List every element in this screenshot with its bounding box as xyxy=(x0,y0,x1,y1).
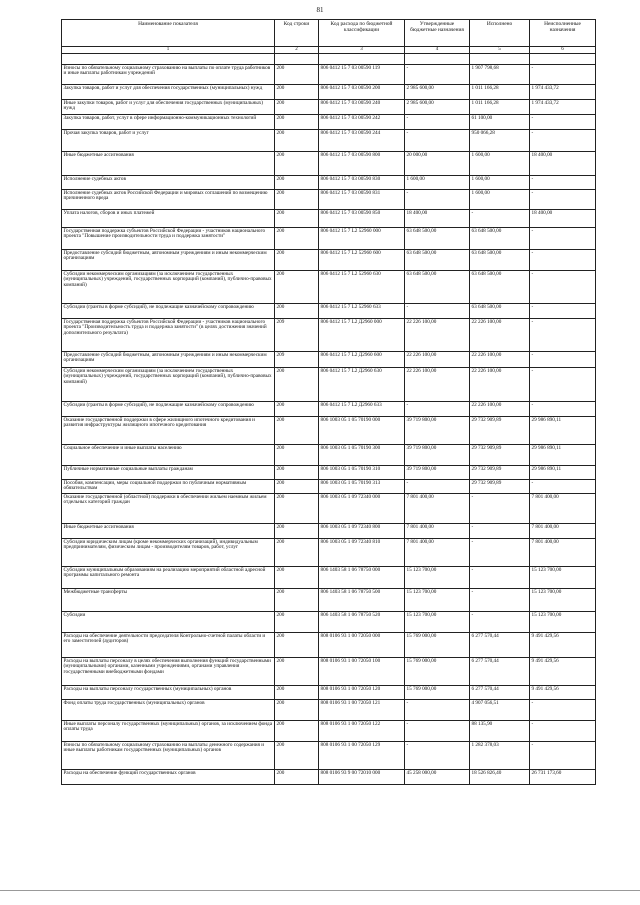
table-row xyxy=(62,700,596,721)
row-unexecuted-cell: - xyxy=(530,402,596,417)
row-executed-cell: 22 226 100,00 xyxy=(470,319,530,352)
row-line-code-cell: 200 xyxy=(275,228,319,250)
footer-divider xyxy=(0,890,640,891)
budget-execution-table xyxy=(61,19,596,785)
table-row xyxy=(62,190,596,210)
row-budget-code-cell: 806 1003 05 1 05 70190 300 xyxy=(319,445,405,466)
row-unexecuted-cell: 1 974 433,72 xyxy=(530,85,596,100)
table-row xyxy=(62,65,596,85)
row-executed-cell: - xyxy=(470,567,530,589)
row-approved-cell: 63 648 500,00 xyxy=(405,228,470,250)
row-budget-code-cell: 806 0412 15 7 03 00590 242 xyxy=(319,115,405,130)
row-executed-cell: 1 600,00 xyxy=(470,152,530,176)
row-unexecuted-cell: - xyxy=(530,742,596,770)
row-name-cell: Государственная поддержка субъектов Российской Федерации - участников национального проекта "Повышение производительности труда и поддержка занятости" xyxy=(62,228,275,250)
row-executed-cell: 22 226 100,00 xyxy=(470,352,530,368)
row-unexecuted-cell: 1 974 433,72 xyxy=(530,100,596,115)
column-number: 6 xyxy=(530,47,596,54)
header-line-code: Код строки xyxy=(275,20,319,47)
row-approved-cell: - xyxy=(405,304,470,319)
row-name-cell: Иные закупки товаров, работ и услуг для обеспечения государственных (муниципальных) нужд xyxy=(62,100,275,115)
row-line-code-cell: 200 xyxy=(275,612,319,633)
table-row xyxy=(62,742,596,770)
row-approved-cell: 15 769 000,00 xyxy=(405,658,470,686)
row-name-cell: Иные бюджетные ассигнования xyxy=(62,524,275,539)
row-unexecuted-cell: - xyxy=(530,368,596,402)
row-line-code-cell: 200 xyxy=(275,368,319,402)
row-name-cell: Субсидии (гранты в форме субсидий), не подлежащие казначейскому сопровождению xyxy=(62,304,275,319)
page-number: 81 xyxy=(316,6,324,14)
row-unexecuted-cell: - xyxy=(530,304,596,319)
row-executed-cell: - xyxy=(470,589,530,612)
table-row xyxy=(62,445,596,466)
table-row xyxy=(62,271,596,304)
row-budget-code-cell: 806 1003 05 1 09 72340 000 xyxy=(319,494,405,524)
row-executed-cell: 1 600,00 xyxy=(470,190,530,210)
row-executed-cell: 61 100,00 xyxy=(470,115,530,130)
row-executed-cell: 4 907 056,51 xyxy=(470,700,530,721)
row-name-cell: Субсидии некоммерческим организациям (за исключением государственных (муниципальных) учреждений, государственных корпораций (компаний), публично-правовых компаний) xyxy=(62,271,275,304)
row-unexecuted-cell: - xyxy=(530,319,596,352)
row-name-cell: Закупка товаров, работ, услуг в сфере информационно-коммуникационных технологий xyxy=(62,115,275,130)
row-line-code-cell: 200 xyxy=(275,770,319,785)
row-unexecuted-cell: - xyxy=(530,480,596,494)
row-approved-cell: 39 719 800,00 xyxy=(405,466,470,480)
row-budget-code-cell: 808 0106 93 1 00 72050 129 xyxy=(319,742,405,770)
row-line-code-cell: 200 xyxy=(275,85,319,100)
row-unexecuted-cell: 15 123 700,00 xyxy=(530,567,596,589)
row-approved-cell: 15 769 000,00 xyxy=(405,686,470,700)
row-name-cell: Субсидии (гранты в форме субсидий), не подлежащие казначейскому сопровождению xyxy=(62,402,275,417)
row-name-cell: Иные выплаты персоналу государственных (муниципальных) органов, за исключением фонда оплаты труда xyxy=(62,721,275,742)
row-budget-code-cell: 806 0412 15 7 03 00590 830 xyxy=(319,176,405,190)
row-unexecuted-cell: 26 731 173,60 xyxy=(530,770,596,785)
row-unexecuted-cell: - xyxy=(530,115,596,130)
row-executed-cell: - xyxy=(470,494,530,524)
row-budget-code-cell: 806 0412 15 7 03 00590 240 xyxy=(319,100,405,115)
row-approved-cell: 63 648 500,00 xyxy=(405,250,470,271)
row-line-code-cell: 200 xyxy=(275,633,319,658)
row-approved-cell: 15 123 700,00 xyxy=(405,567,470,589)
table-row xyxy=(62,85,596,100)
table-row xyxy=(62,130,596,152)
table-row xyxy=(62,721,596,742)
row-approved-cell: 22 226 100,00 xyxy=(405,319,470,352)
row-line-code-cell: 209 xyxy=(275,319,319,352)
table-body xyxy=(62,54,596,785)
row-unexecuted-cell: 9 491 429,56 xyxy=(530,633,596,658)
row-executed-cell: 63 648 500,00 xyxy=(470,304,530,319)
row-budget-code-cell: 808 0106 93 9 00 72010 000 xyxy=(319,770,405,785)
row-name-cell: Публичные нормативные социальные выплаты гражданам xyxy=(62,466,275,480)
row-unexecuted-cell: - xyxy=(530,700,596,721)
header-name: Наименование показателя xyxy=(62,20,275,47)
row-approved-cell: 1 600,00 xyxy=(405,176,470,190)
row-executed-cell: 29 732 909,89 xyxy=(470,445,530,466)
row-name-cell: Расходы на обеспечение деятельности председателя Контрольно-счетной палаты области и его заместителей (аудиторов) xyxy=(62,633,275,658)
row-budget-code-cell: 806 0412 15 7 L2 Д2960 630 xyxy=(319,368,405,402)
row-unexecuted-cell: 15 123 700,00 xyxy=(530,589,596,612)
column-number: 3 xyxy=(319,47,405,54)
row-unexecuted-cell: 18 400,00 xyxy=(530,210,596,228)
row-line-code-cell: 200 xyxy=(275,304,319,319)
row-name-cell: Предоставление субсидий бюджетным, автономным учреждениям и иным некоммерческим организациям xyxy=(62,352,275,368)
row-name-cell: Субсидии юридическим лицам (кроме некоммерческих организаций), индивидуальным предпринимателям, физическим лицам - производителям товаров, работ, услуг xyxy=(62,539,275,567)
row-name-cell: Социальное обеспечение и иные выплаты населению xyxy=(62,445,275,466)
header-budget-code: Код расхода по бюджетной классификации xyxy=(319,20,405,47)
row-line-code-cell: 209 xyxy=(275,352,319,368)
row-budget-code-cell: 806 0412 15 7 L2 Д2960 633 xyxy=(319,402,405,417)
header-approved: Утвержденные бюджетные назначения xyxy=(405,20,470,47)
row-executed-cell: 6 277 570,44 xyxy=(470,633,530,658)
row-unexecuted-cell: 29 986 890,11 xyxy=(530,417,596,445)
row-line-code-cell: 200 xyxy=(275,480,319,494)
row-budget-code-cell: 806 0412 15 7 03 00590 850 xyxy=(319,210,405,228)
row-line-code-cell: 200 xyxy=(275,539,319,567)
table-row xyxy=(62,524,596,539)
row-approved-cell: - xyxy=(405,700,470,721)
row-approved-cell: 39 719 800,00 xyxy=(405,417,470,445)
table-row xyxy=(62,352,596,368)
row-name-cell: Расходы на обеспечение функций государственных органов xyxy=(62,770,275,785)
row-budget-code-cell: 806 1003 05 1 05 70190 313 xyxy=(319,480,405,494)
row-budget-code-cell: 808 0106 93 1 00 72050 000 xyxy=(319,633,405,658)
row-approved-cell: - xyxy=(405,402,470,417)
row-budget-code-cell: 808 0106 93 1 00 72050 121 xyxy=(319,700,405,721)
row-executed-cell: 1 011 166,28 xyxy=(470,85,530,100)
row-line-code-cell: 200 xyxy=(275,210,319,228)
column-number: 5 xyxy=(470,47,530,54)
row-approved-cell: 63 648 500,00 xyxy=(405,271,470,304)
table-row xyxy=(62,633,596,658)
row-name-cell: Взносы по обязательному социальному страхованию на выплаты денежного содержания и иные выплаты работникам государственных (муниципальных) органов xyxy=(62,742,275,770)
row-unexecuted-cell: - xyxy=(530,65,596,85)
row-budget-code-cell: 806 0412 15 7 L2 52960 630 xyxy=(319,271,405,304)
row-approved-cell: 15 769 000,00 xyxy=(405,633,470,658)
row-executed-cell: - xyxy=(470,524,530,539)
row-approved-cell: 7 801 400,00 xyxy=(405,494,470,524)
row-budget-code-cell: 806 1003 05 1 05 70190 310 xyxy=(319,466,405,480)
row-executed-cell: - xyxy=(470,612,530,633)
table-row xyxy=(62,176,596,190)
row-name-cell: Пособия, компенсации, меры социальной поддержки по публичным нормативным обязательствам xyxy=(62,480,275,494)
row-name-cell: Исполнение судебных актов xyxy=(62,176,275,190)
row-unexecuted-cell: 29 986 890,11 xyxy=(530,445,596,466)
row-approved-cell: 22 226 100,00 xyxy=(405,368,470,402)
row-budget-code-cell: 806 1403 58 1 06 78750 520 xyxy=(319,612,405,633)
row-approved-cell: 7 801 400,00 xyxy=(405,539,470,567)
row-line-code-cell: 200 xyxy=(275,130,319,152)
row-approved-cell: - xyxy=(405,130,470,152)
row-executed-cell: 63 648 500,00 xyxy=(470,228,530,250)
table-row xyxy=(62,210,596,228)
row-name-cell: Исполнение судебных актов Российской Федерации и мировых соглашений по возмещению причиненного вреда xyxy=(62,190,275,210)
row-budget-code-cell: 806 1003 05 1 05 70190 000 xyxy=(319,417,405,445)
row-executed-cell: 63 648 500,00 xyxy=(470,250,530,271)
row-approved-cell: - xyxy=(405,65,470,85)
row-executed-cell: 1 907 798,68 xyxy=(470,65,530,85)
row-executed-cell: 29 732 909,89 xyxy=(470,466,530,480)
row-budget-code-cell: 806 0412 15 7 03 00590 244 xyxy=(319,130,405,152)
row-unexecuted-cell: 18 400,00 xyxy=(530,152,596,176)
column-number: 4 xyxy=(405,47,470,54)
row-line-code-cell: 200 xyxy=(275,190,319,210)
row-executed-cell: 22 226 100,00 xyxy=(470,402,530,417)
row-executed-cell: 1 282 378,03 xyxy=(470,742,530,770)
table-row xyxy=(62,686,596,700)
row-unexecuted-cell: - xyxy=(530,271,596,304)
row-executed-cell: 29 732 909,89 xyxy=(470,480,530,494)
row-budget-code-cell: 806 1003 05 1 09 72340 800 xyxy=(319,524,405,539)
row-budget-code-cell: 806 0412 15 7 L2 Д2960 000 xyxy=(319,319,405,352)
row-executed-cell: 22 226 100,00 xyxy=(470,368,530,402)
row-line-code-cell: 200 xyxy=(275,271,319,304)
table-row xyxy=(62,319,596,352)
table-row xyxy=(62,417,596,445)
row-unexecuted-cell: 9 491 429,56 xyxy=(530,686,596,700)
row-name-cell: Субсидии муниципальным образованиям на реализацию мероприятий областной адресной программы капитального ремонта xyxy=(62,567,275,589)
header-unexecuted: Неисполненные назначения xyxy=(530,20,596,47)
table-row xyxy=(62,152,596,176)
table-row xyxy=(62,368,596,402)
row-executed-cell: - xyxy=(470,210,530,228)
table-row xyxy=(62,612,596,633)
row-approved-cell: 18 400,00 xyxy=(405,210,470,228)
row-approved-cell: 2 985 600,00 xyxy=(405,100,470,115)
row-name-cell: Фонд оплаты труда государственных (муниципальных) органов xyxy=(62,700,275,721)
row-unexecuted-cell: - xyxy=(530,176,596,190)
table-row xyxy=(62,494,596,524)
table-row xyxy=(62,304,596,319)
row-executed-cell: 1 600,00 xyxy=(470,176,530,190)
table-row xyxy=(62,480,596,494)
row-budget-code-cell: 808 0106 93 1 00 72050 120 xyxy=(319,686,405,700)
row-unexecuted-cell: - xyxy=(530,250,596,271)
row-executed-cell: - xyxy=(470,539,530,567)
row-executed-cell: 1 011 166,28 xyxy=(470,100,530,115)
row-unexecuted-cell: 29 986 890,11 xyxy=(530,466,596,480)
table-row xyxy=(62,100,596,115)
row-approved-cell: 45 258 000,00 xyxy=(405,770,470,785)
row-approved-cell: - xyxy=(405,742,470,770)
table-row xyxy=(62,115,596,130)
table-row xyxy=(62,402,596,417)
row-unexecuted-cell: 7 801 400,00 xyxy=(530,494,596,524)
row-name-cell: Уплата налогов, сборов и иных платежей xyxy=(62,210,275,228)
row-name-cell: Иные бюджетные ассигнования xyxy=(62,152,275,176)
row-budget-code-cell: 806 1403 58 1 06 78750 500 xyxy=(319,589,405,612)
row-line-code-cell: 200 xyxy=(275,445,319,466)
row-line-code-cell: 200 xyxy=(275,402,319,417)
table-row xyxy=(62,466,596,480)
row-executed-cell: 18 526 826,40 xyxy=(470,770,530,785)
row-name-cell: Государственная поддержка субъектов Российской Федерации - участников национального проекта "Производительность труда и поддержка занятости" (в целях достижения значений дополнительного результата) xyxy=(62,319,275,352)
row-name-cell: Закупка товаров, работ и услуг для обеспечения государственных (муниципальных) нужд xyxy=(62,85,275,100)
row-approved-cell: - xyxy=(405,721,470,742)
row-line-code-cell: 200 xyxy=(275,466,319,480)
row-unexecuted-cell: - xyxy=(530,130,596,152)
row-approved-cell: 7 801 400,00 xyxy=(405,524,470,539)
row-name-cell: Расходы на выплаты персоналу в целях обеспечения выполнения функций государственными (муниципальными) органами, казенными учреждениями, органами управления государственными внебюджетными фондами xyxy=(62,658,275,686)
table-row xyxy=(62,250,596,271)
row-line-code-cell: 200 xyxy=(275,417,319,445)
row-line-code-cell: 200 xyxy=(275,700,319,721)
row-name-cell: Субсидии некоммерческим организациям (за исключением государственных (муниципальных) учреждений, государственных корпораций (компаний), публично-правовых компаний) xyxy=(62,368,275,402)
row-line-code-cell: 200 xyxy=(275,524,319,539)
row-name-cell: Прочая закупка товаров, работ и услуг xyxy=(62,130,275,152)
row-executed-cell: 63 648 500,00 xyxy=(470,271,530,304)
row-executed-cell: 950 066,28 xyxy=(470,130,530,152)
row-name-cell: Оказание государственной (областной) поддержки в обеспечении жильем наемным жильем отдельных категорий граждан xyxy=(62,494,275,524)
row-unexecuted-cell: 7 801 400,00 xyxy=(530,539,596,567)
row-budget-code-cell: 806 0412 15 7 03 00590 800 xyxy=(319,152,405,176)
row-budget-code-cell: 806 1003 05 1 09 72340 810 xyxy=(319,539,405,567)
row-approved-cell: 2 985 600,00 xyxy=(405,85,470,100)
row-executed-cell: 29 732 909,89 xyxy=(470,417,530,445)
row-approved-cell: 39 719 800,00 xyxy=(405,445,470,466)
header-executed: Исполнено xyxy=(470,20,530,47)
row-unexecuted-cell: 7 801 400,00 xyxy=(530,524,596,539)
row-budget-code-cell: 806 0412 15 7 L2 Д2960 600 xyxy=(319,352,405,368)
row-budget-code-cell: 808 0106 93 1 00 72050 122 xyxy=(319,721,405,742)
row-approved-cell: 20 000,00 xyxy=(405,152,470,176)
row-line-code-cell: 200 xyxy=(275,115,319,130)
row-name-cell: Предоставление субсидий бюджетным, автономным учреждениям и иным некоммерческим организациям xyxy=(62,250,275,271)
row-line-code-cell: 200 xyxy=(275,567,319,589)
row-approved-cell: 22 226 100,00 xyxy=(405,352,470,368)
column-number: 2 xyxy=(275,47,319,54)
row-line-code-cell: 200 xyxy=(275,589,319,612)
row-line-code-cell: 200 xyxy=(275,742,319,770)
row-line-code-cell: 200 xyxy=(275,686,319,700)
row-name-cell: Расходы на выплаты персоналу государственных (муниципальных) органов xyxy=(62,686,275,700)
row-unexecuted-cell: 15 123 700,00 xyxy=(530,612,596,633)
row-name-cell: Субсидии xyxy=(62,612,275,633)
row-unexecuted-cell: - xyxy=(530,190,596,210)
row-unexecuted-cell: - xyxy=(530,352,596,368)
row-budget-code-cell: 806 0412 15 7 L2 52960 633 xyxy=(319,304,405,319)
row-budget-code-cell: 808 0106 93 1 00 72050 100 xyxy=(319,658,405,686)
row-budget-code-cell: 806 0412 15 7 03 00590 831 xyxy=(319,190,405,210)
row-executed-cell: 6 277 570,44 xyxy=(470,658,530,686)
row-executed-cell: 6 277 570,44 xyxy=(470,686,530,700)
table-row xyxy=(62,54,596,65)
row-line-code-cell: 200 xyxy=(275,100,319,115)
row-unexecuted-cell: - xyxy=(530,721,596,742)
row-approved-cell: 15 123 700,00 xyxy=(405,589,470,612)
row-line-code-cell: 200 xyxy=(275,721,319,742)
row-budget-code-cell: 806 1403 58 1 06 78750 000 xyxy=(319,567,405,589)
table-row xyxy=(62,567,596,589)
row-line-code-cell: 200 xyxy=(275,250,319,271)
row-line-code-cell: 200 xyxy=(275,658,319,686)
table-row xyxy=(62,539,596,567)
column-number-row xyxy=(62,47,596,54)
column-number: 1 xyxy=(62,47,275,54)
table-row xyxy=(62,770,596,785)
row-budget-code-cell: 806 0412 15 7 L2 52960 600 xyxy=(319,250,405,271)
row-approved-cell: - xyxy=(405,480,470,494)
row-budget-code-cell: 806 0412 15 7 03 00590 119 xyxy=(319,65,405,85)
row-approved-cell: - xyxy=(405,115,470,130)
row-line-code-cell: 200 xyxy=(275,152,319,176)
row-budget-code-cell: 806 0412 15 7 03 00590 200 xyxy=(319,85,405,100)
table-header-row xyxy=(62,20,596,47)
table-row xyxy=(62,658,596,686)
table-row xyxy=(62,228,596,250)
row-unexecuted-cell: 9 491 429,56 xyxy=(530,658,596,686)
row-name-cell: Взносы по обязательному социальному страхованию на выплаты по оплате труда работников и иные выплаты работникам учреждений xyxy=(62,65,275,85)
row-line-code-cell: 200 xyxy=(275,65,319,85)
row-approved-cell: 15 123 700,00 xyxy=(405,612,470,633)
row-executed-cell: 88 135,90 xyxy=(470,721,530,742)
row-name-cell: Межбюджетные трансферты xyxy=(62,589,275,612)
row-approved-cell: - xyxy=(405,190,470,210)
table-row xyxy=(62,589,596,612)
row-budget-code-cell: 806 0412 15 7 L2 52960 000 xyxy=(319,228,405,250)
row-line-code-cell: 200 xyxy=(275,176,319,190)
row-line-code-cell: 200 xyxy=(275,494,319,524)
row-unexecuted-cell: - xyxy=(530,228,596,250)
row-name-cell: Оказание государственной поддержки в сфере жилищного ипотечного кредитования и развития инфраструктуры жилищного ипотечного кредитования xyxy=(62,417,275,445)
